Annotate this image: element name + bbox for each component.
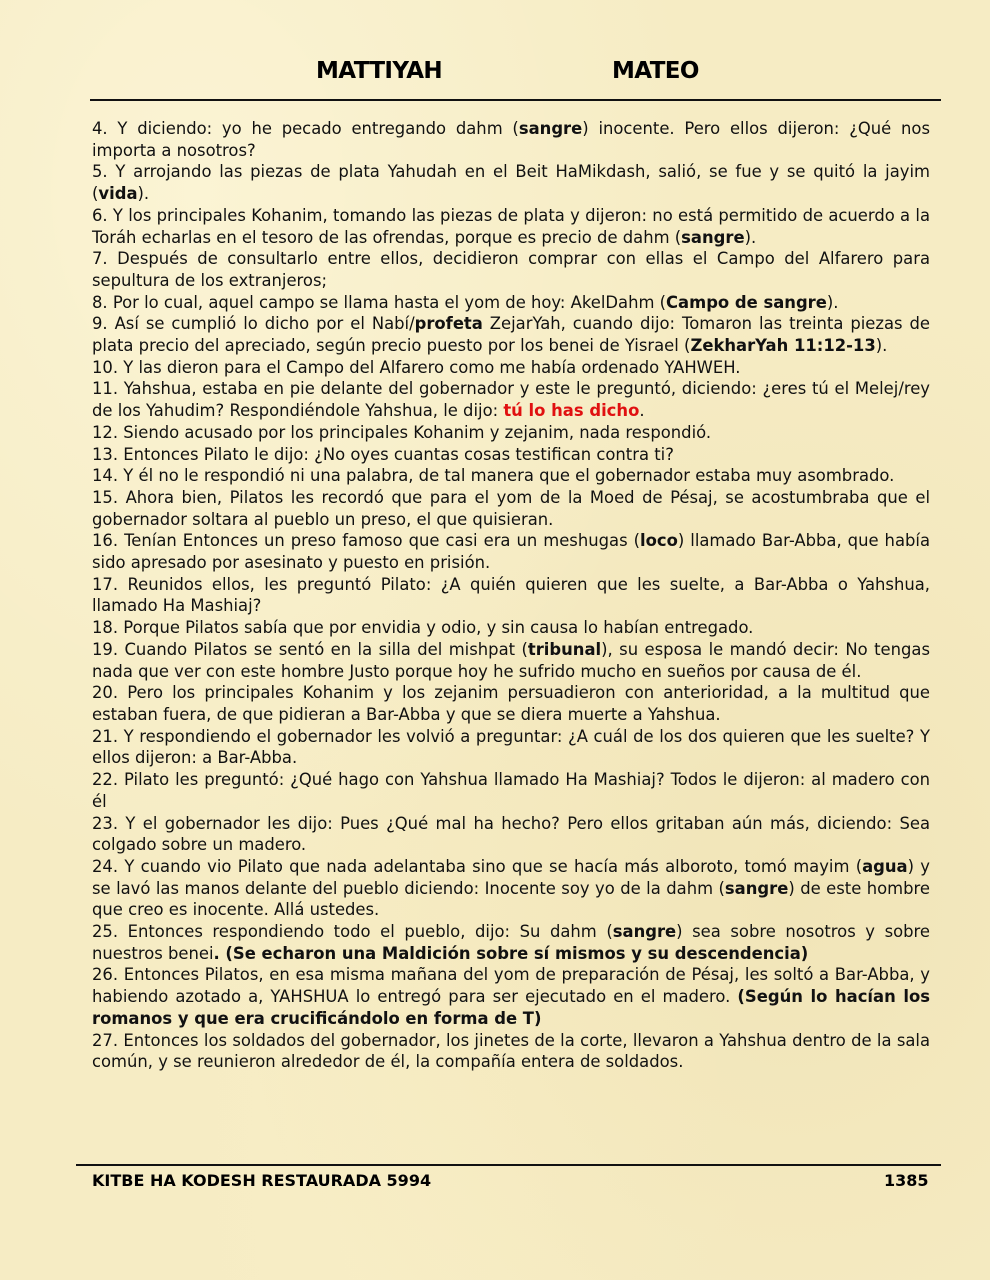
- verse: [92, 856, 930, 921]
- verse: [92, 422, 930, 444]
- bold-term: (Según lo hacían los romanos y que era crucificándolo en forma de T): [92, 987, 930, 1028]
- bold-term: agua: [862, 856, 908, 876]
- verse-text: 23. Y el gobernador les dijo: Pues ¿Qué mal ha hecho? Pero ellos gritaban aún más, diciendo: Sea colgado sobre un madero.: [92, 813, 930, 855]
- header-divider: [90, 99, 941, 101]
- verse: [92, 118, 930, 161]
- verse-text: 4. Y diciendo: yo he pecado entregando dahm (: [92, 119, 519, 138]
- verse-text: 9. Así se cumplió lo dicho por el Nabí/: [92, 314, 415, 334]
- verse-text: ) de este hombre que creo es inocente. Allá ustedes.: [92, 878, 931, 920]
- verse-text: 10. Y las dieron para el Campo del Alfarero como me había ordenado YAHWEH.: [92, 357, 741, 377]
- verse-text: ), su esposa le mandó decir: No tengas nada que ver con este hombre Justo porque hoy he sufrido mucho en sueños por causa de él.: [92, 639, 930, 681]
- bold-term: sangre: [612, 922, 677, 942]
- bold-term: sangre: [518, 119, 583, 138]
- verse: [92, 617, 930, 639]
- bold-term: tribunal: [527, 639, 602, 659]
- verse-text: 11. Yahshua, estaba en pie delante del gobernador y este le preguntó, diciendo: ¿eres tú el Melej/rey de los Yahudim? Respondiéndole Yahshua, le dijo:: [92, 379, 930, 421]
- verse: [92, 161, 930, 204]
- verse-text: ZejarYah, cuando dijo: Tomaron las treinta piezas de plata precio del apreciado, según precio puesto por los benei de Yisrael (: [92, 314, 930, 356]
- bold-term: profeta: [414, 314, 483, 334]
- verse-text: 24. Y cuando vio Pilato que nada adelantaba sino que se hacía más alboroto, tomó mayim (: [92, 856, 863, 876]
- verse-text: 16. Tenían Entonces un preso famoso que casi era un meshugas (: [92, 531, 641, 551]
- header-title-spanish: MATEO: [612, 58, 699, 84]
- verse-text: 21. Y respondiendo el gobernador les volvió a preguntar: ¿A cuál de los dos quieren que les suelte? Y ellos dijeron: a Bar-Abba.: [92, 726, 930, 768]
- header-title-hebrew: MATTIYAH: [316, 58, 443, 84]
- verse: [92, 357, 930, 379]
- verse: [92, 769, 930, 812]
- verse-text: 25. Entonces respondiendo todo el pueblo, dijo: Su dahm (: [92, 922, 613, 942]
- verse: [92, 639, 930, 682]
- verse-text: ).: [826, 292, 839, 312]
- verse: [92, 921, 930, 964]
- verse: [92, 487, 930, 530]
- page-header: [0, 58, 990, 92]
- verse-text: 14. Y él no le respondió ni una palabra, de tal manera que el gobernador estaba muy asombrado.: [92, 466, 895, 486]
- verse: [92, 465, 930, 487]
- bold-term: . (Se echaron una Maldición sobre sí mismos y su descendencia): [213, 943, 809, 963]
- verse-text: 15. Ahora bien, Pilatos les recordó que para el yom de la Moed de Pésaj, se acostumbraba que el gobernador soltara al pueblo un preso, el que quisieran.: [92, 487, 930, 529]
- verse-text: 8. Por lo cual, aquel campo se llama hasta el yom de hoy: AkelDahm (: [92, 292, 667, 312]
- verse: [92, 813, 930, 856]
- bold-term: vida: [98, 184, 138, 204]
- verse: [92, 726, 930, 769]
- red-letter-words: tú lo has dicho: [503, 401, 640, 421]
- bold-term: Campo de sangre: [666, 292, 827, 312]
- verse-text: ).: [137, 184, 150, 204]
- verse: [92, 444, 930, 466]
- verse-text: 19. Cuando Pilatos se sentó en la silla del mishpat (: [92, 639, 528, 659]
- page-number: 1385: [884, 1171, 929, 1190]
- verse-text: ) y se lavó las manos delante del pueblo diciendo: Inocente soy yo de la dahm (: [92, 856, 930, 898]
- verse-text: 26. Entonces Pilatos, en esa misma mañana del yom de preparación de Pésaj, les soltó a Bar-Abba, y habiendo azotado a, YAHSHUA lo entregó para ser ejecutado en el madero.: [92, 965, 930, 1007]
- verse-text: ).: [875, 336, 888, 356]
- verse-text: 13. Entonces Pilato le dijo: ¿No oyes cuantas cosas testifican contra ti?: [92, 444, 674, 464]
- verse: [92, 292, 930, 314]
- verse-text-body: [92, 118, 930, 1073]
- verse-text: ) sea sobre nosotros y sobre nuestros benei: [92, 922, 931, 963]
- verse: [92, 530, 930, 573]
- verse: [92, 682, 930, 725]
- verse-text: ) llamado Bar-Abba, que había sido apresado por asesinato y puesto en prisión.: [92, 531, 930, 573]
- verse: [92, 378, 930, 421]
- verse-text: ).: [744, 227, 757, 247]
- bold-term: sangre: [724, 878, 789, 898]
- footer-book-title: KITBE HA KODESH RESTAURADA 5994: [92, 1171, 432, 1190]
- verse: [92, 248, 930, 291]
- verse-text: 5. Y arrojando las piezas de plata Yahudah en el Beit HaMikdash, salió, se fue y se quitó la jayim (: [92, 162, 930, 204]
- bold-term: ZekharYah 11:12-13: [690, 336, 876, 356]
- verse-text: 7. Después de consultarlo entre ellos, decidieron comprar con ellas el Campo del Alfarero para sepultura de los extranjeros;: [92, 249, 930, 290]
- bold-term: loco: [640, 531, 678, 551]
- verse: [92, 1030, 930, 1073]
- footer-divider: [76, 1164, 941, 1166]
- verse: [92, 205, 930, 248]
- verse-text: .: [639, 401, 645, 421]
- bold-term: sangre: [681, 227, 745, 247]
- verse: [92, 574, 930, 617]
- verse-text: 18. Porque Pilatos sabía que por envidia y odio, y sin causa lo habían entregado.: [92, 618, 754, 638]
- verse: [92, 964, 930, 1029]
- verse: [92, 313, 930, 356]
- verse-text: 27. Entonces los soldados del gobernador, los jinetes de la corte, llevaron a Yahshua dentro de la sala común, y se reunieron alrededor de él, la compañía entera de soldados.: [92, 1030, 930, 1072]
- verse-text: 17. Reunidos ellos, les preguntó Pilato: ¿A quién quieren que les suelte, a Bar-Abba o Yahshua, llamado Ha Mashiaj?: [92, 574, 930, 616]
- verse-text: 12. Siendo acusado por los principales Kohanim y zejanim, nada respondió.: [92, 422, 712, 442]
- verse-text: 20. Pero los principales Kohanim y los zejanim persuadieron con anterioridad, a la multitud que estaban fuera, de que pidieran a Bar-Abba y que se diera muerte a Yahshua.: [92, 683, 930, 724]
- verse-text: 22. Pilato les preguntó: ¿Qué hago con Yahshua llamado Ha Mashiaj? Todos le dijeron: al madero con él: [92, 770, 930, 811]
- verse-text: ) inocente. Pero ellos dijeron: ¿Qué nos importa a nosotros?: [92, 119, 930, 160]
- verse-text: 6. Y los principales Kohanim, tomando las piezas de plata y dijeron: no está permitido de acuerdo a la Toráh echarlas en el tesoro de las ofrendas, porque es precio de dahm (: [92, 205, 930, 247]
